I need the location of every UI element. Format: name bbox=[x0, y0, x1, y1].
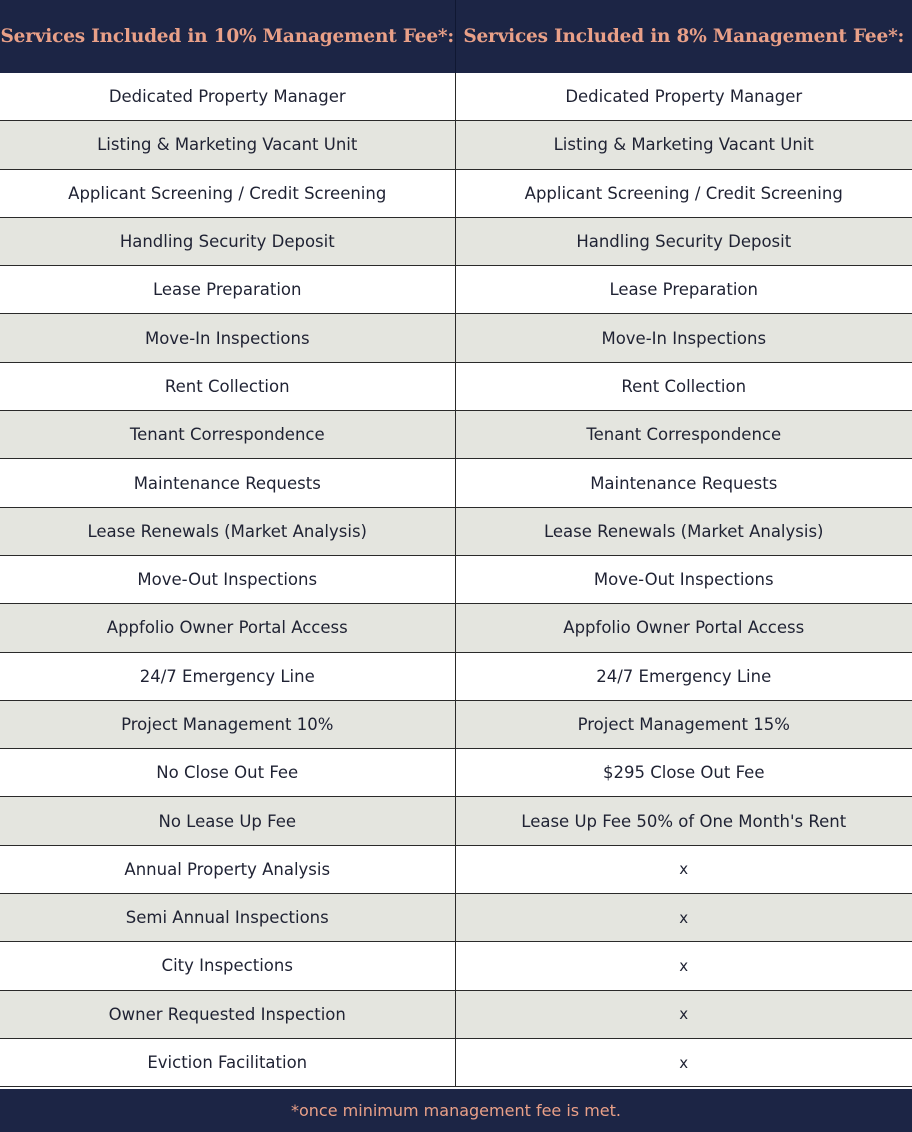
not-included-mark: x bbox=[455, 894, 912, 942]
table-row bbox=[0, 845, 912, 893]
service-10-percent-cell: Lease Renewals (Market Analysis) bbox=[0, 507, 455, 555]
service-8-percent-cell: Move-In Inspections bbox=[455, 314, 912, 362]
service-8-percent-cell: Rent Collection bbox=[455, 362, 912, 410]
table-header-row bbox=[0, 0, 912, 73]
service-10-percent-cell: 24/7 Emergency Line bbox=[0, 652, 455, 700]
service-8-percent-cell: 24/7 Emergency Line bbox=[455, 652, 912, 700]
table-row bbox=[0, 73, 912, 121]
service-10-percent-cell: Project Management 10% bbox=[0, 700, 455, 748]
not-included-mark: x bbox=[455, 942, 912, 990]
table-row bbox=[0, 797, 912, 845]
service-8-percent-cell: Maintenance Requests bbox=[455, 459, 912, 507]
service-8-percent-cell: Handling Security Deposit bbox=[455, 217, 912, 265]
not-included-mark: x bbox=[455, 845, 912, 893]
service-8-percent-cell: Move-Out Inspections bbox=[455, 555, 912, 603]
service-10-percent-cell: No Close Out Fee bbox=[0, 749, 455, 797]
table-body bbox=[0, 73, 912, 1087]
service-10-percent-cell: Handling Security Deposit bbox=[0, 217, 455, 265]
table-row bbox=[0, 604, 912, 652]
table-row bbox=[0, 894, 912, 942]
table-row bbox=[0, 362, 912, 410]
service-8-percent-cell: Applicant Screening / Credit Screening bbox=[455, 169, 912, 217]
service-10-percent-cell: Lease Preparation bbox=[0, 266, 455, 314]
service-8-percent-cell: $295 Close Out Fee bbox=[455, 749, 912, 797]
service-10-percent-cell: Move-Out Inspections bbox=[0, 555, 455, 603]
table-row bbox=[0, 121, 912, 169]
table-row bbox=[0, 217, 912, 265]
table-row bbox=[0, 942, 912, 990]
service-10-percent-cell: Dedicated Property Manager bbox=[0, 73, 455, 121]
service-10-percent-cell: No Lease Up Fee bbox=[0, 797, 455, 845]
service-8-percent-cell: Dedicated Property Manager bbox=[455, 73, 912, 121]
service-10-percent-cell: Applicant Screening / Credit Screening bbox=[0, 169, 455, 217]
table-row bbox=[0, 507, 912, 555]
service-10-percent-cell: Eviction Facilitation bbox=[0, 1038, 455, 1086]
service-8-percent-cell: Tenant Correspondence bbox=[455, 411, 912, 459]
service-10-percent-cell: Tenant Correspondence bbox=[0, 411, 455, 459]
table-row bbox=[0, 652, 912, 700]
not-included-mark: x bbox=[455, 1038, 912, 1086]
table-row bbox=[0, 1038, 912, 1086]
table-row bbox=[0, 266, 912, 314]
table-row bbox=[0, 459, 912, 507]
service-10-percent-cell: Annual Property Analysis bbox=[0, 845, 455, 893]
service-10-percent-cell: Appfolio Owner Portal Access bbox=[0, 604, 455, 652]
service-10-percent-cell: Move-In Inspections bbox=[0, 314, 455, 362]
service-10-percent-cell: City Inspections bbox=[0, 942, 455, 990]
service-8-percent-cell: Lease Renewals (Market Analysis) bbox=[455, 507, 912, 555]
header-10-percent: Services Included in 10% Management Fee*: bbox=[0, 0, 455, 73]
table-row bbox=[0, 749, 912, 797]
footer-note: *once minimum management fee is met. bbox=[0, 1089, 912, 1132]
service-8-percent-cell: Lease Up Fee 50% of One Month's Rent bbox=[455, 797, 912, 845]
service-8-percent-cell: Appfolio Owner Portal Access bbox=[455, 604, 912, 652]
table-row bbox=[0, 169, 912, 217]
not-included-mark: x bbox=[455, 990, 912, 1038]
table-row bbox=[0, 700, 912, 748]
service-10-percent-cell: Maintenance Requests bbox=[0, 459, 455, 507]
service-8-percent-cell: Project Management 15% bbox=[455, 700, 912, 748]
service-8-percent-cell: Listing & Marketing Vacant Unit bbox=[455, 121, 912, 169]
table-row bbox=[0, 990, 912, 1038]
table-row bbox=[0, 411, 912, 459]
service-8-percent-cell: Lease Preparation bbox=[455, 266, 912, 314]
table-row bbox=[0, 555, 912, 603]
service-10-percent-cell: Listing & Marketing Vacant Unit bbox=[0, 121, 455, 169]
table-row bbox=[0, 314, 912, 362]
service-10-percent-cell: Semi Annual Inspections bbox=[0, 894, 455, 942]
service-10-percent-cell: Rent Collection bbox=[0, 362, 455, 410]
header-8-percent: Services Included in 8% Management Fee*: bbox=[455, 0, 912, 73]
service-10-percent-cell: Owner Requested Inspection bbox=[0, 990, 455, 1038]
